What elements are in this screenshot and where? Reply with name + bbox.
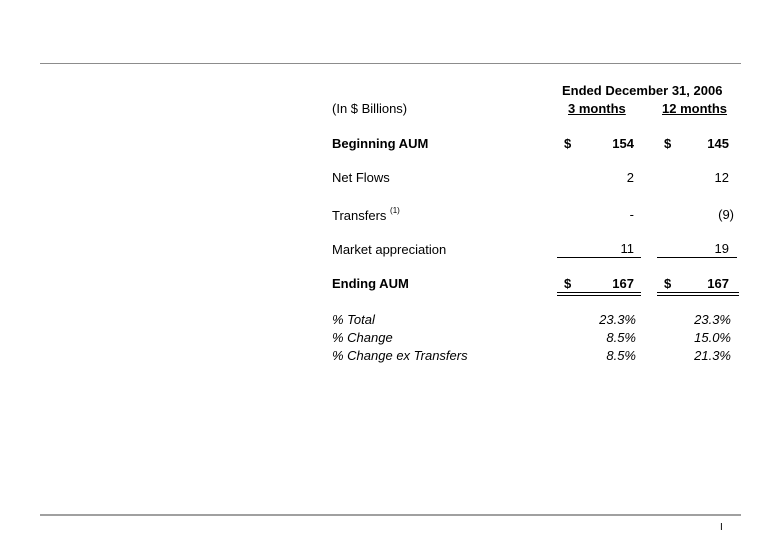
value-beginning-12m: 145	[707, 136, 729, 151]
total-rule-12m-double	[657, 295, 739, 296]
currency-symbol: $	[664, 136, 672, 151]
total-rule-3m	[557, 292, 641, 293]
value-transfers-3m: -	[629, 207, 634, 222]
value-netflows-12m: 12	[714, 170, 729, 185]
value-netflows-3m: 2	[626, 170, 634, 185]
value-ending-12m: 167	[707, 276, 729, 291]
pct-change-3m: 8.5%	[606, 330, 636, 345]
value-market-3m: 11	[620, 241, 634, 256]
value-transfers-12m: (9)	[718, 207, 734, 222]
col-3months-header: 3 months	[568, 101, 626, 116]
page-number: I	[720, 522, 723, 533]
pct-label-change-ex-transfers: % Change ex Transfers	[332, 348, 468, 363]
subtotal-rule-3m	[557, 257, 641, 258]
col-12months-header: 12 months	[662, 101, 728, 116]
currency-symbol: $	[664, 276, 672, 291]
transfers-label-text: Transfers	[332, 208, 387, 223]
pct-label-total: % Total	[332, 312, 375, 327]
currency-symbol: $	[564, 276, 572, 291]
row-label-ending-aum: Ending AUM	[332, 276, 409, 291]
row-label-beginning-aum: Beginning AUM	[332, 136, 429, 151]
pct-total-3m: 23.3%	[599, 312, 636, 327]
total-rule-3m-double	[557, 295, 641, 296]
pct-change-ex-transfers-3m: 8.5%	[606, 348, 636, 363]
bottom-rule	[40, 514, 741, 516]
pct-total-12m: 23.3%	[694, 312, 731, 327]
value-ending-3m: 167	[612, 276, 634, 291]
pct-label-change: % Change	[332, 330, 393, 345]
value-beginning-3m: 154	[612, 136, 634, 151]
top-rule	[40, 63, 741, 64]
row-label-net-flows: Net Flows	[332, 170, 390, 185]
subtotal-rule-12m	[657, 257, 737, 258]
pct-change-12m: 15.0%	[694, 330, 731, 345]
footnote-marker: (1)	[390, 206, 400, 215]
pct-change-ex-transfers-12m: 21.3%	[694, 348, 731, 363]
row-label-market-appreciation: Market appreciation	[332, 242, 447, 257]
currency-symbol: $	[564, 136, 572, 151]
total-rule-12m	[657, 292, 739, 293]
row-label-transfers	[332, 208, 400, 223]
units-label: (In $ Billions)	[332, 101, 408, 116]
value-market-12m: 19	[714, 241, 729, 256]
period-heading: Ended December 31, 2006	[562, 83, 723, 98]
